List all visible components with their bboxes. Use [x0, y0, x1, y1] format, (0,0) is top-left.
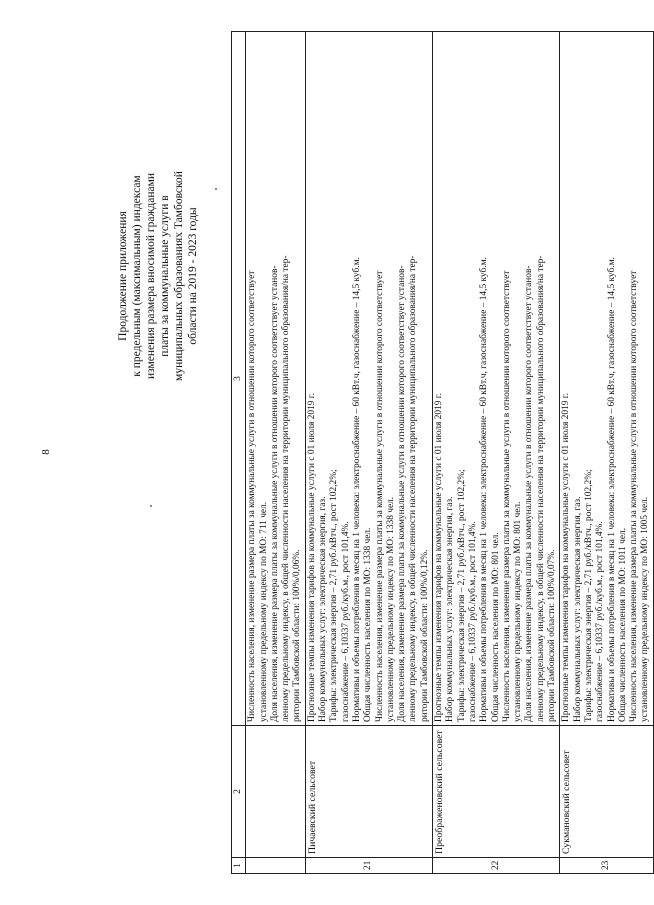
row-number: 23: [560, 858, 653, 874]
text-line: Прогнозные темпы изменения тарифов на коммунальные услуги с 01 июля 2019 г.: [561, 393, 572, 722]
text-line: ленному предельному индексу, в общей численности населения на территории муниципального образования/на тер-: [535, 255, 546, 722]
row-description: [246, 32, 305, 726]
text-line: Численность населения, изменение размера платы за коммунальные услуги в отношении которого соответствует: [501, 270, 512, 722]
municipality-name: Пичаевский сельсовет: [305, 726, 432, 858]
heading-line: Продолжение приложения: [117, 211, 129, 341]
tariff-table: [231, 31, 654, 874]
text-line: Тарифы: электрическая энергия – 2,71 руб./кВтч., рост 102,2%;: [583, 469, 594, 722]
heading-line: изменения размера вносимой гражданами: [145, 172, 157, 380]
text-line: Доля населения, изменение размера платы за коммунальные услуги в отношении которого соответствует установ-: [269, 265, 280, 722]
column-header: 2: [232, 726, 246, 858]
text-line: Нормативы и объемы потребления в месяц на 1 человека: электроснабжение – 60 кВт.ч, газоснабжение – 14,5 куб.м.: [479, 257, 490, 722]
text-line: Нормативы и объемы потребления в месяц на 1 человека: электроснабжение – 60 кВт.ч, газоснабжение – 14,5 куб.м.: [351, 257, 362, 722]
text-line: Численность населения, изменение размера платы за коммунальные услуги в отношении которого соответствует: [374, 270, 385, 722]
row-number: [246, 858, 305, 874]
appendix-heading: [115, 31, 220, 874]
heading-line: муниципальных образованиях Тамбовской: [173, 171, 185, 381]
table-row: [246, 32, 305, 874]
text-line: Доля населения, изменение размера платы за коммунальные услуги в отношении которого соответствует установ-: [397, 265, 408, 722]
heading-line: платы за коммунальные услуги в: [159, 195, 171, 357]
page-number: 8: [40, 449, 52, 455]
text-line: ритории Тамбовской области: 100%/0,06%.: [292, 549, 303, 722]
text-line: Прогнозные темпы изменения тарифов на коммунальные услуги с 01 июля 2019 г.: [434, 393, 445, 722]
municipality-name: [246, 726, 305, 858]
column-header: 3: [232, 32, 246, 726]
text-line: ленному предельному индексу, в общей численности населения на территории муниципального образования/на тер-: [408, 255, 419, 722]
text-line: Тарифы: электрическая энергия – 2,71 руб./кВтч., рост 102,2%;: [329, 469, 340, 722]
text-line: газоснабжение – 6,10337 руб./куб.м., рост 101,4%.: [340, 521, 351, 722]
text-line: Численность населения, изменение размера платы за коммунальные услуги в отношении которого соответствует: [247, 270, 258, 722]
heading-line: к предельным (максимальным) индексам: [131, 175, 143, 377]
row-number: 21: [305, 858, 432, 874]
heading-line: области на 2019 - 2023 годы: [187, 207, 199, 345]
text-line: установленному предельному индексу по МО: 711 чел.: [258, 501, 269, 722]
row-description: [560, 32, 653, 726]
text-line: Численность населения, изменение размера платы за коммунальные услуги в отношении которого соответствует: [629, 270, 640, 722]
text-line: Набор коммунальных услуг: электрическая энергия, газ.: [318, 496, 329, 722]
text-line: Набор коммунальных услуг: электрическая энергия, газ.: [572, 496, 583, 722]
table-row: [560, 32, 653, 874]
text-line: установленному предельному индексу по МО: 1338 чел.: [385, 496, 396, 722]
text-line: установленному предельному индексу по МО: 1005 чел.: [640, 496, 651, 722]
text-line: Общая численность населения по МО: 1338 чел.: [363, 527, 374, 722]
text-line: Набор коммунальных услуг: электрическая энергия, газ.: [445, 496, 456, 722]
text-line: установленному предельному индексу по МО: 801 чел.: [513, 501, 524, 722]
row-description: [433, 32, 560, 726]
column-header: 1: [232, 858, 246, 874]
table-row: [433, 32, 560, 874]
municipality-name: Преображеновский сельсовет: [433, 726, 560, 858]
table-row: [305, 32, 432, 874]
text-line: Прогнозные темпы изменения тарифов на коммунальные услуги с 01 июля 2019 г.: [306, 393, 317, 722]
text-line: ленному предельному индексу, в общей численности населения на территории муниципального образования/на тер-: [281, 255, 292, 722]
text-line: Нормативы и объемы потребления в месяц на 1 человека: электроснабжение – 60 кВт.ч, газоснабжение – 14,5 куб.м.: [606, 257, 617, 722]
row-number: 22: [433, 858, 560, 874]
text-line: газоснабжение – 6,10337 руб./куб.м., рост 101,4%.: [595, 521, 606, 722]
table-header-row: [232, 32, 246, 874]
text-line: Тарифы: электрическая энергия – 2,71 руб./кВтч., рост 102,2%;: [456, 469, 467, 722]
municipality-name: Сукмановский сельсовет: [560, 726, 653, 858]
text-line: Доля населения, изменение размера платы за коммунальные услуги в отношении которого соответствует установ-: [524, 265, 535, 722]
text-line: ритории Тамбовской области: 100%/0,12%.: [419, 549, 430, 722]
text-line: Общая численность населения по МО: 801 чел.: [490, 532, 501, 722]
rotated-page-content: [115, 31, 651, 874]
row-description: [305, 32, 432, 726]
text-line: Общая численность населения по МО: 1011 чел.: [617, 527, 628, 722]
text-line: газоснабжение – 6,10337 руб./куб.м., рост 101,4%.: [467, 521, 478, 722]
text-line: ритории Тамбовской области: 100%/0,07%.: [547, 549, 558, 722]
